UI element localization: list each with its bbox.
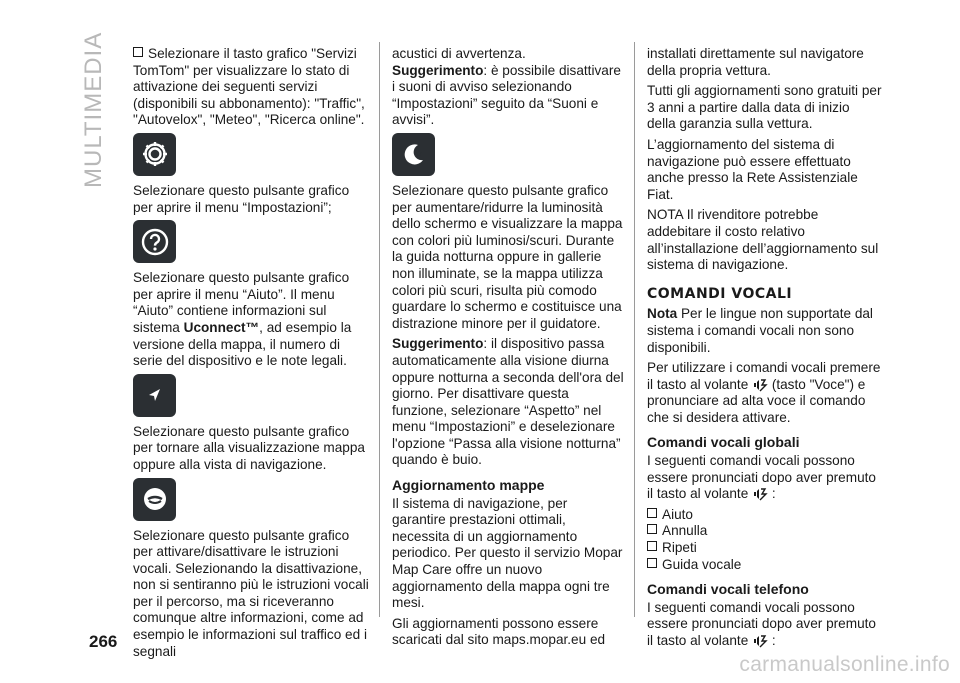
voice-commands-heading: COMANDI VOCALI — [647, 285, 793, 302]
navigation-view-description: Selezionare questo pulsante grafico per tornare alla visualizzazione mappa oppure alla vista di navigazione. — [133, 423, 365, 472]
map-update-paragraph: Il sistema di navigazione, per garantire prestazioni ottimali, necessita di un aggiornamento periodico. Per questo il servizio Mopar Map Care offre un nuovo aggiornamento della mappa ogni tre mesi. — [392, 495, 623, 611]
night-mode-button-icon — [392, 133, 435, 176]
list-item: Guida vocale — [647, 557, 882, 574]
bullet-square-icon — [647, 541, 657, 551]
column-divider — [379, 42, 380, 617]
voice-instructions-button-icon — [133, 478, 176, 521]
watermark: carmanualsonline.info — [739, 653, 950, 676]
page-number: 266 — [89, 632, 118, 651]
free-updates-paragraph: Tutti gli aggiornamenti sono gratuiti per 3 anni a partire dalla data di inizio della garanzia sulla vettura. — [647, 83, 882, 132]
list-item: Annulla — [647, 523, 882, 540]
list-item: Ripeti — [647, 540, 882, 557]
settings-button-icon — [133, 133, 176, 176]
settings-description: Selezionare questo pulsante grafico per aprire il menu “Impostazioni”; — [133, 182, 350, 215]
download-paragraph: Gli aggiornamenti possono essere scaricati dal sito maps.mopar.eu ed — [392, 615, 606, 648]
note-cost-paragraph: NOTA Il rivenditore potrebbe addebitare il costo relativo all’installazione dell’aggiornamento sul sistema di navigazione. — [647, 207, 879, 273]
night-mode-description: Selezionare questo pulsante grafico per aumentare/ridurre la luminosità dello schermo e visualizzare la mappa con colori più luminosi/scuri. Durante la guida notturna oppure in gallerie non illuminate, se la mappa utilizza colori più scuri, risulta più comodo guardare lo schermo e costituisce una distrazione minore per il guidatore. — [392, 182, 623, 331]
steering-voice-key-icon — [752, 487, 768, 501]
voice-instructions-description: Selezionare questo pulsante grafico per attivare/disattivare le istruzioni vocali. Selezionando la disattivazione, non si sentiranno più le istruzioni vocali per il percorso, ma si riceveranno comunque altre informazioni, come ad esempio le informazioni sul traffico ed i segnali — [133, 527, 369, 659]
column-divider — [634, 42, 635, 617]
bullet-square-icon — [647, 558, 657, 568]
bullet-square-icon — [133, 47, 143, 57]
column-2 — [392, 46, 624, 653]
auto-mode-tip: Suggerimento: il dispositivo passa automaticamente alla visione diurna oppure notturna a seconda dell'ora del giorno. Per disattivare questa funzione, selezionare “Aspetto” nel menu “Impostazioni” e deselezionare l'opzione “Passa alla visione notturna” quando è buio. — [392, 336, 624, 468]
phone-commands-paragraph: I seguenti comandi vocali possono essere pronunciati dopo aver premuto il tasto al volante : — [647, 599, 876, 648]
steering-voice-key-icon — [752, 634, 768, 648]
map-update-heading: Aggiornamento mappe — [392, 477, 545, 494]
list-item: Aiuto — [647, 507, 882, 524]
global-commands-heading: Comandi vocali globali — [647, 434, 800, 451]
column-1 — [133, 46, 370, 664]
bullet-square-icon — [647, 508, 657, 518]
phone-commands-heading: Comandi vocali telefono — [647, 581, 809, 598]
install-paragraph: installati direttamente sul navigatore della propria vettura. — [647, 46, 864, 78]
language-note: Nota Per le lingue non supportate dal sistema i comandi vocali non sono disponibili. — [647, 306, 873, 355]
sounds-tip-paragraph: acustici di avvertenza. Suggerimento: è possibile disattivare i suoni di avviso selezionando “Impostazioni” seguito da “Suoni e avvisi”. — [392, 46, 621, 128]
section-side-label: MULTIMEDIA — [80, 31, 107, 188]
column-3 — [647, 46, 882, 654]
steering-voice-key-icon — [752, 378, 768, 392]
bullet-square-icon — [647, 524, 657, 534]
help-button-icon — [133, 220, 176, 263]
services-paragraph: Selezionare il tasto grafico "Servizi TomTom" per visualizzare lo stato di attivazione dei seguenti servizi (disponibili su abbonamento): "Traffic", "Autovelox", "Meteo", "Ricerca online". — [133, 46, 365, 128]
help-description: Selezionare questo pulsante grafico per aprire il menu “Aiuto”. Il menu “Aiuto” contiene informazioni sul sistema Uconnect™, ad esempio la versione della mappa, il numero di serie del dispositivo e le note legali. — [133, 270, 352, 369]
dealer-paragraph: L’aggiornamento del sistema di navigazione può essere effettuato anche presso la Rete Assistenziale Fiat. — [647, 136, 858, 202]
voice-usage-paragraph: Per utilizzare i comandi vocali premere il tasto al volante (tasto "Voce") e pronunciare ad alta voce il comando che si desidera attivare. — [647, 360, 881, 425]
navigation-view-button-icon — [133, 374, 176, 417]
global-commands-paragraph: I seguenti comandi vocali possono essere pronunciati dopo aver premuto il tasto al volante : — [647, 453, 876, 502]
